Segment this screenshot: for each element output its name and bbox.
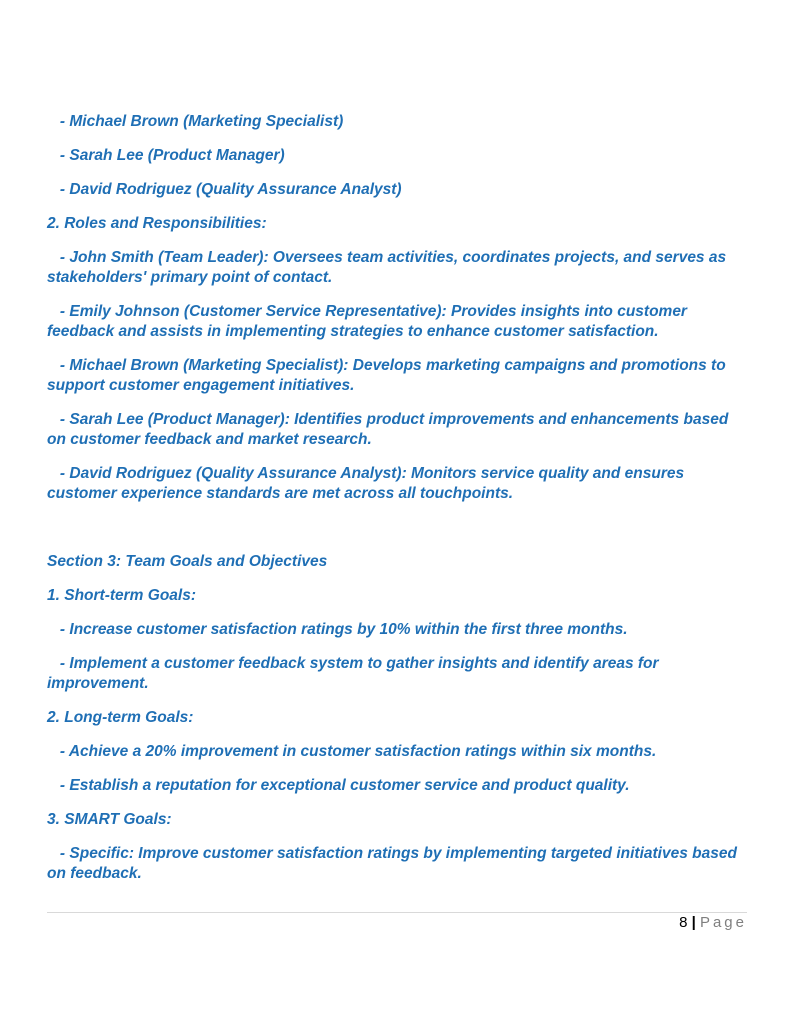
paragraph: 1. Short-term Goals: — [47, 587, 196, 604]
paragraph: - David Rodriguez (Quality Assurance Analyst): Monitors service quality and ensures customer experience standards are met across all touchpoints. — [47, 465, 689, 502]
paragraph: - Establish a reputation for exceptional customer service and product quality. — [47, 777, 630, 794]
document-body — [47, 112, 747, 898]
paragraph: Section 3: Team Goals and Objectives — [47, 553, 328, 570]
page-label: Page — [699, 914, 747, 931]
paragraph: - Sarah Lee (Product Manager) — [47, 147, 285, 164]
paragraph: 2. Long-term Goals: — [47, 709, 194, 726]
blank-paragraph — [47, 518, 747, 538]
footer-divider — [47, 912, 747, 913]
footer-separator: | — [691, 914, 696, 931]
paragraph: - David Rodriguez (Quality Assurance Analyst) — [47, 181, 402, 198]
paragraph: - Specific: Improve customer satisfaction ratings by implementing targeted initiatives based on feedback. — [47, 845, 742, 882]
paragraph: - Increase customer satisfaction ratings by 10% within the first three months. — [47, 621, 628, 638]
page-footer — [679, 914, 747, 931]
paragraph: 3. SMART Goals: — [47, 811, 172, 828]
paragraph: - Michael Brown (Marketing Specialist): Develops marketing campaigns and promotions to support customer engagement initiatives. — [47, 357, 730, 394]
paragraph: - Sarah Lee (Product Manager): Identifies product improvements and enhancements based on customer feedback and market research. — [47, 411, 733, 448]
paragraph: - Michael Brown (Marketing Specialist) — [47, 113, 344, 130]
paragraph: - Achieve a 20% improvement in customer satisfaction ratings within six months. — [47, 743, 657, 760]
paragraph: - John Smith (Team Leader): Oversees team activities, coordinates projects, and serves as stakeholders' primary point of contact. — [47, 249, 731, 286]
paragraph: - Emily Johnson (Customer Service Representative): Provides insights into customer feedback and assists in implementing strategies to enhance customer satisfaction. — [47, 303, 692, 340]
paragraph: 2. Roles and Responsibilities: — [47, 215, 267, 232]
page-number: 8 — [679, 914, 688, 931]
paragraph: - Implement a customer feedback system to gather insights and identify areas for improvement. — [47, 655, 663, 692]
